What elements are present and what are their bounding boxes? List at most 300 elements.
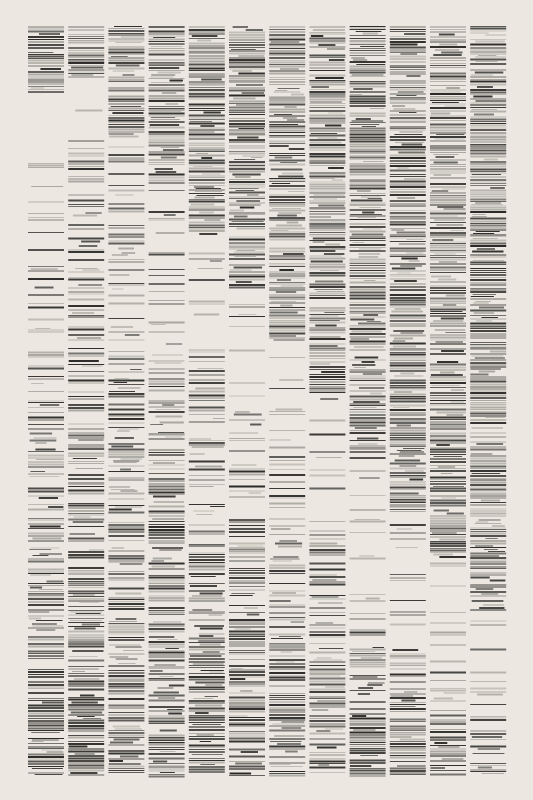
- stripe-line: [430, 334, 466, 336]
- stripe-line: [470, 746, 506, 748]
- stripe-line: [68, 461, 104, 462]
- stripe-line: [149, 41, 185, 42]
- stripe-line: [470, 540, 506, 542]
- stripe-line: [149, 612, 185, 614]
- stripe-line: [149, 749, 185, 750]
- stripe-line: [470, 291, 506, 293]
- stripe-line: [229, 525, 265, 526]
- stripe-line: [473, 260, 504, 261]
- stripe-line: [471, 75, 493, 76]
- stripe-line: [69, 360, 99, 362]
- stripe-line: [28, 165, 64, 167]
- stripe-line: [68, 587, 104, 588]
- stripe-line: [269, 567, 305, 569]
- stripe-line: [486, 538, 498, 539]
- stripe-line: [269, 116, 305, 117]
- stripe-line: [28, 723, 64, 724]
- stripe-line: [189, 92, 225, 93]
- stripe-line: [269, 37, 305, 38]
- stripe-line: [28, 31, 64, 33]
- stripe-line: [350, 629, 386, 631]
- stripe-line: [395, 460, 420, 462]
- stripe-line: [232, 221, 264, 222]
- stripe-line: [191, 576, 216, 577]
- stripe-line: [309, 391, 345, 392]
- stripe-line: [470, 279, 506, 281]
- stripe-line: [89, 550, 104, 551]
- stripe-line: [68, 62, 104, 64]
- stripe-line: [108, 540, 144, 541]
- stripe-line: [229, 95, 265, 97]
- stripe-line: [234, 267, 263, 269]
- stripe-line: [350, 664, 386, 665]
- stripe-line: [350, 275, 386, 277]
- stripe-line: [470, 487, 506, 488]
- stripe-line: [68, 741, 104, 742]
- stripe-line: [442, 189, 465, 190]
- stripe-line: [189, 227, 225, 228]
- stripe-line: [470, 137, 506, 138]
- stripe-line: [470, 585, 506, 586]
- stripe-line: [269, 447, 305, 449]
- stripe-line: [309, 752, 345, 753]
- stripe-line: [114, 739, 140, 741]
- stripe-line: [149, 492, 185, 494]
- stripe-line: [229, 641, 265, 643]
- stripe-line: [68, 581, 104, 582]
- stripe-line: [158, 72, 181, 74]
- stripe-line: [28, 504, 64, 505]
- stripe-line: [470, 480, 506, 481]
- stripe-line: [430, 520, 466, 522]
- stripe-line: [32, 624, 57, 625]
- stripe-line: [373, 647, 385, 648]
- stripe-line: [108, 241, 144, 242]
- stripe-line: [108, 522, 144, 523]
- stripe-line: [430, 353, 466, 355]
- stripe-line: [229, 37, 265, 39]
- stripe-line: [309, 182, 345, 183]
- stripe-line: [350, 770, 386, 772]
- stripe-line: [149, 494, 185, 495]
- stripe-line: [269, 153, 305, 154]
- stripe-line: [350, 445, 386, 447]
- stripe-line: [390, 382, 426, 384]
- stripe-line: [149, 540, 185, 542]
- stripe-line: [28, 488, 64, 490]
- stripe-line: [29, 476, 59, 477]
- stripe-line: [108, 471, 144, 472]
- stripe-line: [430, 63, 466, 64]
- stripe-line: [390, 212, 426, 214]
- stripe-line: [69, 746, 88, 748]
- stripe-line: [316, 457, 342, 458]
- stripe-line: [390, 409, 426, 411]
- stripe-line: [238, 55, 264, 57]
- stripe-line: [390, 396, 426, 397]
- stripe-line: [108, 714, 144, 716]
- stripe-line: [473, 303, 489, 304]
- stripe-line: [350, 660, 386, 661]
- stripe-line: [108, 720, 144, 722]
- stripe-line: [68, 42, 104, 44]
- stripe-line: [189, 84, 225, 85]
- stripe-line: [28, 628, 64, 629]
- stripe-line: [189, 504, 225, 505]
- stripe-line: [116, 65, 140, 67]
- stripe-line: [68, 429, 104, 430]
- stripe-line: [390, 442, 426, 444]
- stripe-line: [397, 425, 411, 427]
- stripe-line: [149, 537, 185, 539]
- stripe-line: [229, 708, 265, 710]
- stripe-line: [28, 29, 64, 30]
- stripe-line: [470, 475, 506, 477]
- stripe-line: [229, 179, 265, 180]
- stripe-line: [149, 127, 185, 129]
- stripe-line: [270, 312, 298, 314]
- stripe-line: [434, 510, 449, 512]
- stripe-line: [282, 728, 302, 729]
- stripe-line: [430, 232, 466, 234]
- stripe-line: [390, 97, 426, 98]
- stripe-line: [189, 422, 225, 423]
- stripe-line: [283, 118, 297, 119]
- stripe-line: [309, 726, 345, 728]
- stripe-line: [390, 484, 426, 486]
- stripe-line: [68, 153, 104, 155]
- stripe-line: [430, 195, 466, 196]
- stripe-line: [229, 171, 265, 173]
- stripe-line: [390, 401, 426, 403]
- stripe-line: [470, 171, 506, 172]
- stripe-line: [189, 150, 225, 151]
- stripe-line: [435, 254, 456, 255]
- stripe-line: [28, 86, 64, 87]
- stripe-line: [350, 163, 386, 165]
- stripe-line: [311, 133, 338, 134]
- stripe-line: [309, 161, 345, 162]
- stripe-line: [350, 750, 386, 752]
- stripe-line: [430, 409, 466, 411]
- stripe-line: [189, 533, 225, 535]
- stripe-line: [28, 658, 64, 659]
- stripe-line: [120, 756, 138, 758]
- stripe-line: [272, 592, 296, 594]
- stripe-line: [229, 110, 265, 112]
- stripe-line: [470, 123, 506, 124]
- stripe-line: [108, 631, 144, 633]
- stripe-line: [28, 412, 64, 413]
- stripe-line: [108, 38, 144, 40]
- stripe-line: [350, 422, 386, 424]
- stripe-line: [39, 589, 63, 590]
- stripe-line: [390, 122, 426, 123]
- stripe-line: [31, 268, 58, 270]
- stripe-line: [269, 525, 305, 527]
- stripe-line: [430, 124, 466, 126]
- stripe-line: [269, 307, 305, 308]
- stripe-line: [189, 479, 225, 481]
- stripe-line: [390, 412, 426, 414]
- stripe-line: [320, 398, 338, 400]
- stripe-line: [309, 637, 345, 638]
- stripe-line: [149, 744, 185, 745]
- stripe-line: [28, 44, 64, 46]
- stripe-line: [430, 326, 466, 327]
- stripe-line: [68, 294, 104, 295]
- stripe-line: [189, 469, 225, 471]
- stripe-line: [309, 103, 345, 104]
- stripe-line: [390, 297, 426, 299]
- stripe-line: [309, 264, 345, 266]
- stripe-line: [470, 688, 506, 690]
- stripe-line: [269, 498, 305, 499]
- stripe-line: [310, 178, 335, 179]
- stripe-line: [470, 478, 506, 479]
- stripe-line: [109, 763, 141, 765]
- stripe-line: [231, 668, 243, 669]
- stripe-line: [317, 658, 332, 659]
- stripe-line: [68, 61, 104, 62]
- stripe-line: [470, 330, 506, 332]
- stripe-line: [167, 709, 182, 710]
- stripe-line: [470, 587, 506, 588]
- stripe-line: [390, 499, 426, 500]
- stripe-line: [350, 69, 386, 70]
- stripe-line: [390, 711, 426, 712]
- stripe-line: [269, 591, 305, 592]
- stripe-line: [309, 121, 345, 122]
- stripe-line: [479, 371, 495, 373]
- stripe-line: [436, 134, 464, 135]
- stripe-line: [350, 399, 386, 401]
- stripe-line: [229, 58, 265, 59]
- stripe-line: [329, 59, 345, 61]
- stripe-line: [72, 650, 103, 652]
- stripe-line: [229, 81, 265, 82]
- stripe-line: [430, 303, 466, 304]
- stripe-line: [108, 80, 144, 81]
- stripe-line: [350, 748, 386, 749]
- stripe-line: [470, 436, 506, 438]
- stripe-line: [390, 210, 426, 211]
- stripe-line: [309, 772, 345, 773]
- stripe-line: [432, 533, 457, 534]
- stripe-line: [108, 770, 144, 771]
- stripe-line: [149, 111, 181, 112]
- stripe-line: [390, 255, 426, 256]
- stripe-line: [314, 289, 343, 290]
- stripe-line: [309, 684, 345, 686]
- stripe-line: [309, 452, 345, 453]
- stripe-line: [358, 693, 370, 695]
- stripe-line: [115, 593, 141, 595]
- stripe-line: [390, 506, 426, 507]
- stripe-line: [430, 644, 466, 646]
- stripe-line: [240, 691, 252, 692]
- stripe-line: [311, 261, 343, 263]
- stripe-line: [441, 52, 462, 54]
- stripe-line: [149, 291, 185, 292]
- stripe-line: [470, 621, 506, 622]
- stripe-line: [68, 309, 104, 311]
- stripe-line: [229, 654, 265, 655]
- stripe-line: [269, 626, 305, 628]
- stripe-line: [28, 684, 64, 686]
- stripe-line: [309, 47, 345, 48]
- stripe-line: [309, 754, 345, 756]
- stripe-line: [430, 110, 466, 112]
- stripe-line: [28, 761, 64, 763]
- stripe-line: [111, 56, 128, 57]
- stripe-line: [350, 278, 386, 279]
- stripe-line: [229, 419, 265, 421]
- stripe-line: [28, 163, 64, 164]
- stripe-line: [149, 489, 185, 491]
- stripe-line: [470, 367, 506, 368]
- stripe-line: [229, 496, 265, 498]
- stripe-line: [473, 214, 486, 215]
- stripe-line: [269, 109, 305, 111]
- stripe-line: [276, 409, 303, 411]
- stripe-line: [229, 114, 265, 115]
- stripe-line: [490, 580, 506, 582]
- stripe-line: [272, 183, 290, 184]
- stripe-line: [189, 73, 225, 74]
- stripe-line: [200, 764, 215, 765]
- stripe-line: [247, 614, 259, 616]
- stripe-line: [68, 686, 104, 687]
- stripe-line: [390, 67, 426, 68]
- stripe-line: [390, 504, 426, 505]
- stripe-line: [470, 290, 506, 291]
- stripe-line: [430, 447, 466, 448]
- stripe-line: [470, 129, 506, 131]
- stripe-line: [359, 207, 381, 208]
- stripe-line: [112, 289, 124, 290]
- stripe-line: [68, 637, 104, 639]
- stripe-line: [28, 62, 64, 64]
- stripe-line: [108, 735, 144, 737]
- stripe-line: [390, 704, 426, 705]
- stripe-line: [68, 288, 104, 289]
- stripe-line: [470, 161, 506, 163]
- stripe-line: [446, 295, 465, 297]
- stripe-line: [432, 191, 449, 192]
- stripe-line: [350, 319, 374, 321]
- stripe-line: [229, 650, 265, 651]
- stripe-line: [470, 456, 506, 457]
- stripe-line: [232, 70, 252, 72]
- stripe-line: [269, 64, 305, 65]
- stripe-line: [151, 74, 175, 76]
- stripe-line: [269, 290, 305, 291]
- stripe-line: [357, 217, 376, 218]
- stripe-line: [309, 62, 345, 64]
- stripe-line: [391, 311, 423, 313]
- stripe-line: [108, 270, 144, 271]
- stripe-line: [269, 357, 305, 358]
- stripe-line: [350, 317, 386, 318]
- stripe-line: [109, 274, 129, 276]
- stripe-line: [28, 756, 64, 758]
- stripe-line: [108, 416, 144, 417]
- stripe-line: [309, 232, 345, 233]
- stripe-line: [83, 718, 101, 719]
- stripe-line: [36, 630, 55, 631]
- stripe-line: [229, 142, 265, 143]
- stripe-line: [350, 209, 386, 211]
- stripe-line: [470, 164, 506, 165]
- stripe-line: [189, 745, 225, 747]
- stripe-line: [350, 151, 386, 153]
- stripe-line: [430, 369, 466, 371]
- stripe-line: [470, 206, 506, 207]
- stripe-line: [350, 420, 386, 421]
- stripe-line: [354, 367, 366, 368]
- stripe-line: [269, 336, 296, 337]
- stripe-line: [363, 374, 382, 375]
- stripe-line: [350, 185, 386, 187]
- stripe-line: [114, 26, 142, 27]
- stripe-line: [399, 243, 426, 245]
- stripe-line: [269, 155, 305, 156]
- stripe-line: [229, 700, 265, 702]
- stripe-line: [476, 443, 503, 445]
- stripe-line: [149, 59, 185, 61]
- stripe-line: [149, 322, 185, 324]
- stripe-line: [430, 213, 466, 215]
- stripe-line: [189, 638, 225, 640]
- stripe-line: [158, 698, 175, 699]
- stripe-line: [350, 149, 386, 150]
- stripe-line: [430, 586, 466, 587]
- stripe-line: [229, 627, 265, 628]
- stripe-line: [28, 710, 64, 712]
- stripe-line: [362, 361, 375, 363]
- stripe-line: [68, 704, 104, 706]
- stripe-line: [390, 101, 426, 102]
- stripe-line: [112, 112, 143, 114]
- stripe-line: [201, 79, 222, 81]
- stripe-line: [189, 691, 225, 693]
- stripe-line: [309, 703, 345, 705]
- stripe-line: [430, 623, 466, 624]
- stripe-line: [350, 263, 386, 264]
- stripe-line: [409, 260, 420, 262]
- stripe-line: [149, 65, 185, 66]
- stripe-line: [390, 87, 426, 88]
- stripe-line: [108, 625, 144, 626]
- stripe-line: [350, 216, 386, 217]
- stripe-line: [492, 525, 505, 527]
- stripe-line: [353, 407, 376, 408]
- stripe-line: [401, 700, 415, 702]
- stripe-line: [149, 269, 185, 270]
- stripe-line: [108, 30, 144, 32]
- stripe-line: [108, 185, 144, 186]
- stripe-line: [430, 377, 466, 378]
- stripe-line: [229, 249, 265, 250]
- stripe-line: [229, 118, 265, 119]
- stripe-line: [472, 251, 503, 253]
- stripe-line: [430, 307, 466, 308]
- stripe-line: [390, 224, 426, 226]
- stripe-line: [150, 670, 163, 672]
- stripe-line: [149, 211, 185, 213]
- stripe-line: [309, 595, 345, 596]
